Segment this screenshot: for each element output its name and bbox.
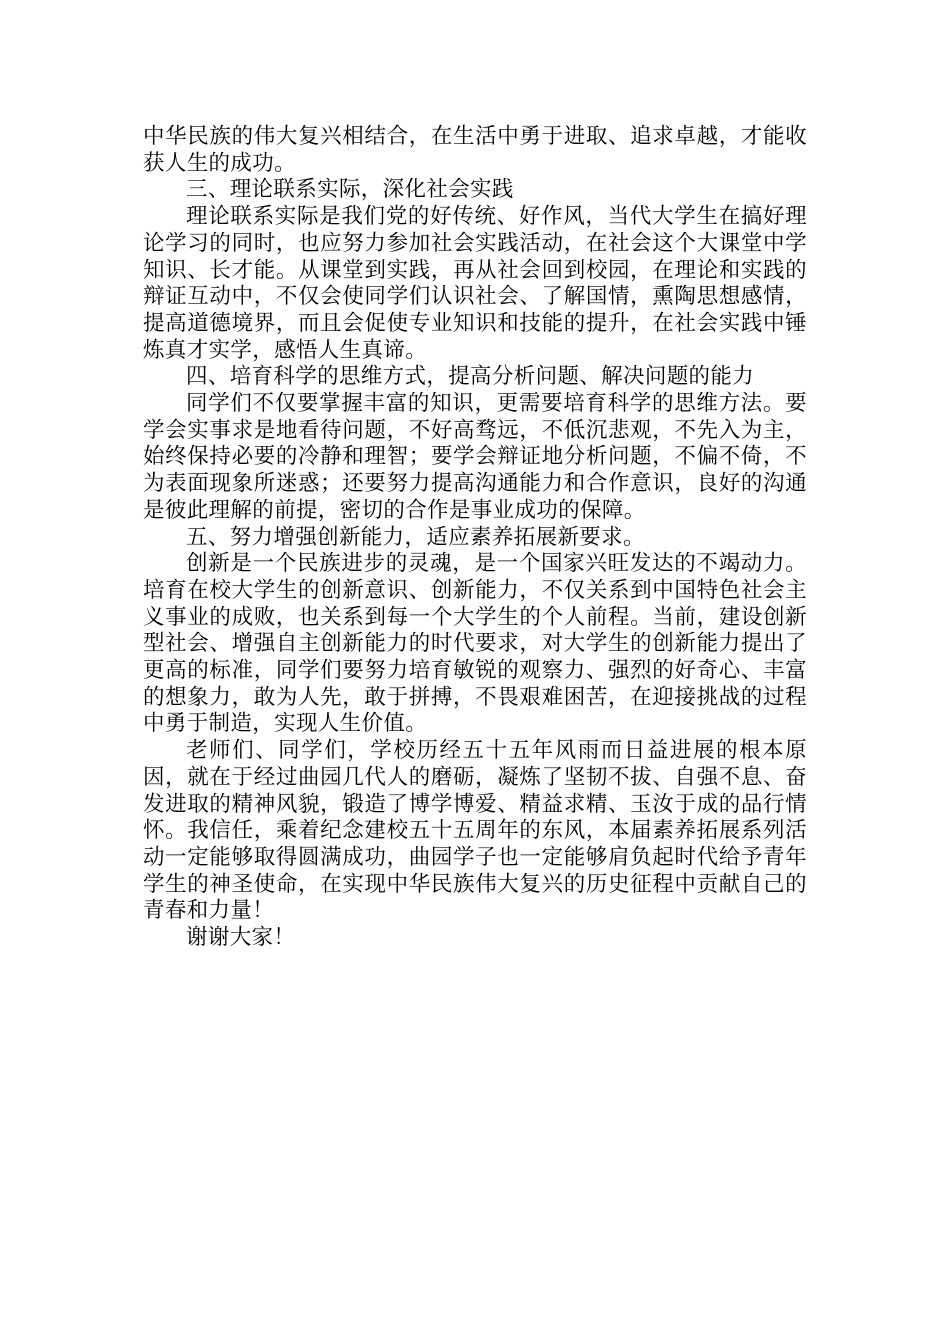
- paragraph-thanks: 谢谢大家！: [186, 925, 296, 951]
- section-heading-3: 三、理论联系实际，深化社会实践: [186, 177, 514, 203]
- paragraph-thinking: 同学们不仅要掌握丰富的知识，更需要培育科学的思维方法。要学会实事求是地看待问题，不好高骛远，不低沉悲观，不先入为主，始终保持必要的冷静和理智；要学会辩证地分析问题，不偏不倚，不为表面现象所迷惑；还要努力提高沟通能力和合作意识，良好的沟通是彼此理解的前提，密切的合作是事业成功的保障。: [143, 391, 807, 523]
- paragraph-practice: 理论联系实际是我们党的好传统、好作风，当代大学生在搞好理论学习的同时，也应努力参加社会实践活动，在社会这个大课堂中学知识、长才能。从课堂到实践，再从社会回到校园，在理论和实践的辩证互动中，不仅会使同学们认识社会、了解国情，熏陶思想感情，提高道德境界，而且会促使专业知识和技能的提升，在社会实践中锤炼真才实学，感悟人生真谛。: [143, 204, 807, 363]
- section-heading-5: 五、努力增强创新能力，适应素养拓展新要求。: [186, 524, 645, 550]
- document-page: [143, 124, 807, 952]
- section-heading-4: 四、培育科学的思维方式，提高分析问题、解决问题的能力: [186, 364, 755, 390]
- paragraph-innovation: 创新是一个民族进步的灵魂，是一个国家兴旺发达的不竭动力。培育在校大学生的创新意识、创新能力，不仅关系到中国特色社会主义事业的成败，也关系到每一个大学生的个人前程。当前，建设创新型社会、增强自主创新能力的时代要求，对大学生的创新能力提出了更高的标准，同学们要努力培育敏锐的观察力、强烈的好奇心、丰富的想象力，敢为人先，敢于拼搏，不畏艰难困苦，在迎接挑战的过程中勇于制造，实现人生价值。: [143, 551, 807, 737]
- paragraph-closing: 老师们、同学们，学校历经五十五年风雨而日益进展的根本原因，就在于经过曲园几代人的磨砺，凝炼了坚韧不拔、自强不息、奋发进取的精神风貌，锻造了博学博爱、精益求精、玉汝于成的品行情怀。我信任，乘着纪念建校五十五周年的东风，本届素养拓展系列活动一定能够取得圆满成功，曲园学子也一定能够肩负起时代给予青年学生的神圣使命，在实现中华民族伟大复兴的历史征程中贡献自己的青春和力量！: [143, 738, 807, 924]
- paragraph-continuation: 中华民族的伟大复兴相结合，在生活中勇于进取、追求卓越，才能收获人生的成功。: [143, 124, 807, 176]
